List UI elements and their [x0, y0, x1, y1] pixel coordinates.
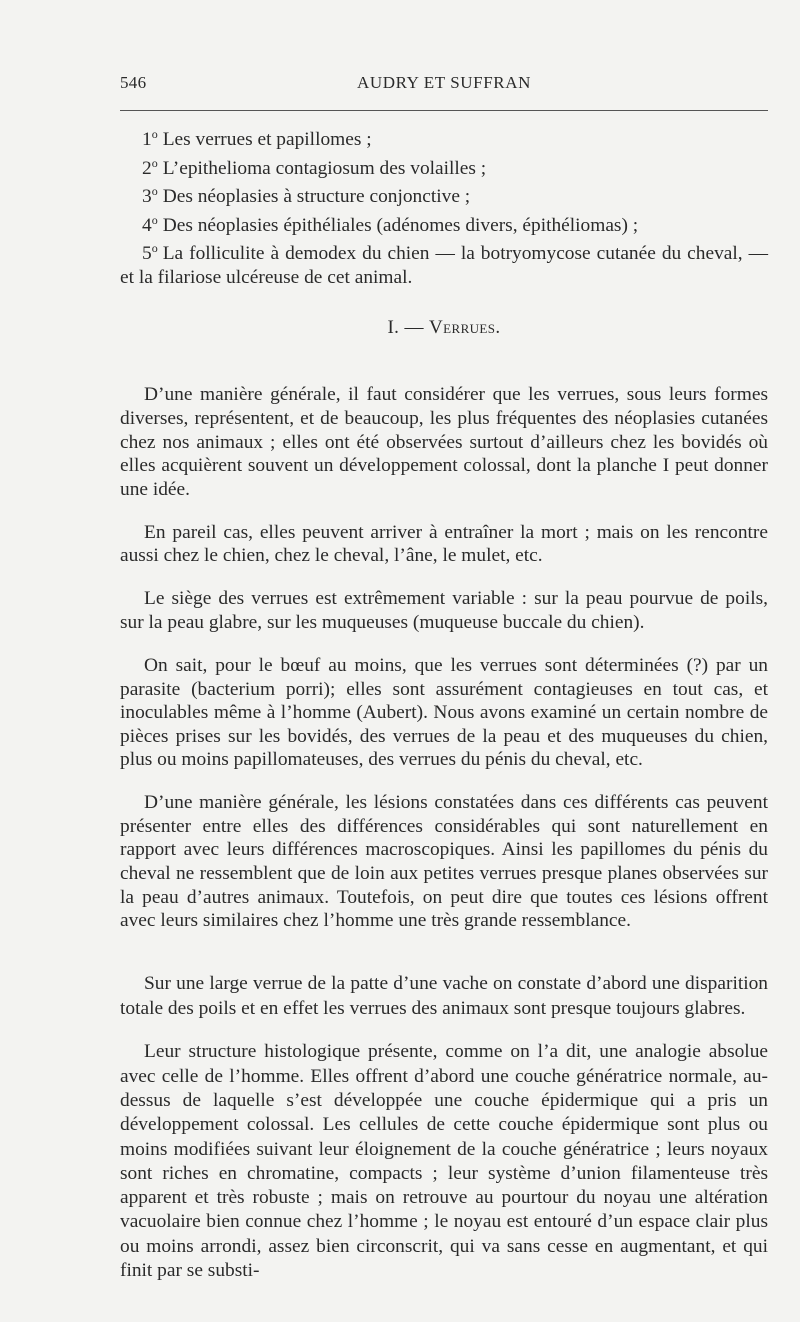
page-number: 546	[120, 73, 147, 92]
list-number: 5	[142, 243, 152, 265]
ordinal-marker: o	[151, 184, 158, 199]
paragraph: On sait, pour le bœuf au moins, que les verrues sont déterminées (?) par un parasite (bacterium porri); elles sont assurément contagieuses en tout cas, et inoculables même à l’homme (Aubert). Nous avons examiné un certain nombre de pièces prises sur les bovidés, des verrues de la peau et des muqueuses du chien, plus ou moins papillomateuses, des verrues du pénis du cheval, etc.	[120, 654, 768, 771]
list-item	[120, 209, 768, 238]
running-head	[120, 73, 768, 97]
list-item	[120, 180, 768, 209]
section-body	[120, 364, 768, 952]
list-item	[120, 237, 768, 289]
ordinal-marker: o	[151, 127, 158, 141]
paragraph: Sur une large verrue de la patte d’une vache on constate d’abord une disparition totale des poils et en effet les verrues des animaux sont presque toujours glabres.	[120, 973, 768, 1019]
paragraph: Leur structure histologique présente, comme on l’a dit, une analogie absolue avec celle de l’homme. Elles offrent d’abord une couche génératrice normale, au-dessus de laquelle s’est développée une couche épidermique qui a pris un développement colossal. Les cellules de cette couche épidermique sont plus ou moins modifiées suivant leur éloignement de la couche génératrice ; leurs noyaux sont riches en chromatine, compacts ; leur système d’union filamenteuse très apparent et très robuste ; mais on retrouve au pourtour du noyau une altération vacuolaire bien connue chez l’homme ; le noyau est entouré d’un espace clair plus ou moins arrondi, assez bien circonscrit, qui va sans cesse en augmentant, et qui finit par se substi-	[120, 1041, 768, 1282]
ordinal-marker: o	[151, 212, 158, 227]
list-item-text: La folliculite à demodex du chien — la botryomycose cutanée du cheval, — et la filariose ulcéreuse de cet animal.	[120, 243, 768, 288]
list-item-text: Des néoplasies épithéliales (adénomes divers, épithéliomas) ;	[162, 214, 639, 236]
list-item	[120, 123, 768, 152]
paragraph: D’une manière générale, il faut considérer que les verrues, sous leurs formes diverses, représentent, et de beaucoup, les plus fréquentes des néoplasies cutanées chez nos animaux ; elles ont été observées surtout d’ailleurs chez les bovidés où elles acquièrent souvent un développement colossal, dont la planche I peut donner une idée.	[120, 384, 768, 500]
header-rule	[120, 110, 768, 111]
list-item	[120, 152, 768, 181]
paragraph: D’une manière générale, les lésions constatées dans ces différents cas peuvent présenter entre elles des différences considérables qui sont naturellement en rapport avec leurs différences macroscopiques. Ainsi les papillomes du pénis du cheval ne ressemblent que de loin aux petites verrues presque planes observées sur la peau d’autres animaux. Toutefois, on peut dire que toutes ces lésions offrent avec leurs similaires chez l’homme une très grande ressemblance.	[120, 792, 768, 932]
numbered-list	[120, 123, 768, 290]
list-number: 1	[142, 129, 152, 150]
paragraph: Le siège des verrues est extrêmement variable : sur la peau pourvue de poils, sur la peau glabre, sur les muqueuses (muqueuse buccale du chien).	[120, 588, 768, 633]
list-number: 3	[142, 186, 152, 208]
running-title: AUDRY ET SUFFRAN	[357, 73, 531, 92]
list-item-text: Des néoplasies à structure conjonctive ;	[162, 186, 471, 208]
ordinal-marker: o	[151, 241, 158, 256]
section-title: Verrues.	[429, 317, 501, 338]
paragraph: En pareil cas, elles peuvent arriver à entraîner la mort ; mais on les rencontre aussi chez le chien, chez le cheval, l’âne, le mulet, etc.	[120, 521, 768, 567]
list-item-text: L’epithelioma contagiosum des volailles ;	[162, 157, 487, 179]
list-item-text: Les verrues et papillomes ;	[162, 129, 372, 150]
list-number: 4	[142, 214, 152, 236]
ordinal-marker: o	[151, 155, 158, 170]
section-heading	[120, 317, 768, 339]
section-number: I. —	[387, 317, 424, 338]
histology-body	[120, 953, 768, 1303]
list-number: 2	[142, 157, 152, 179]
